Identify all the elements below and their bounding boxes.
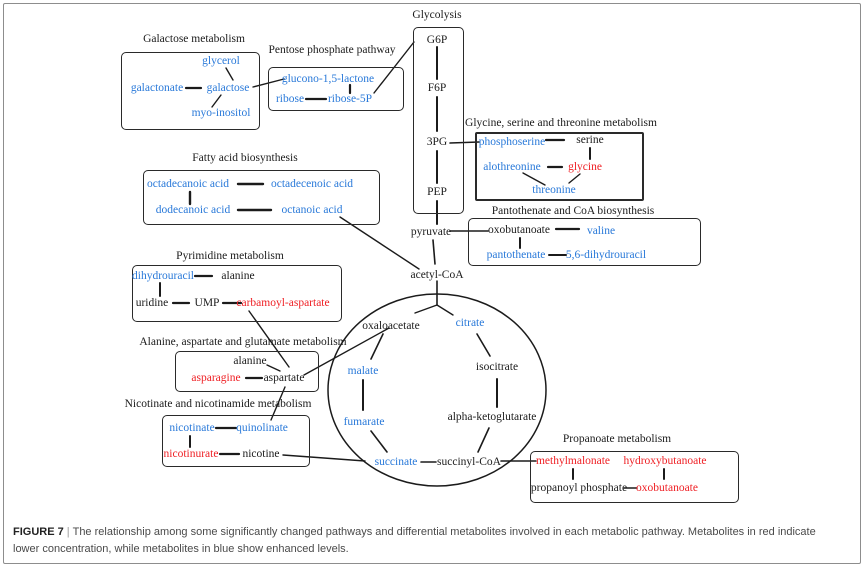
metabolite-g6p: G6P (426, 34, 448, 46)
metabolite-propanoyl-phosphate: propanoyl phosphate (530, 482, 628, 494)
metabolite-3pg: 3PG (426, 136, 448, 148)
pathway-title-pyrimidine: Pyrimidine metabolism (176, 250, 284, 262)
metabolite-oxobutanoate-pantothenate: oxobutanoate (488, 224, 550, 236)
caption-text: The relationship among some significantly changed pathways and differential metabolites involved in each metabolic pathway. Metabolites in red indicate lower concentration, while metabolites in blue show enhanced levels. (13, 526, 816, 556)
metabolite-glycerol: glycerol (202, 55, 240, 67)
metabolite-valine: valine (586, 225, 616, 237)
metabolite-phosphoserine: phosphoserine (478, 136, 546, 148)
metabolite-asparagine: asparagine (191, 372, 241, 384)
metabolite-threonine: threonine (532, 184, 576, 196)
metabolite-isocitrate: isocitrate (475, 361, 519, 373)
pathway-title-glycolysis: Glycolysis (412, 9, 462, 21)
metabolite-succinate: succinate (374, 456, 418, 468)
metabolite-citrate: citrate (455, 317, 485, 329)
metabolite-octadecanoic-acid: octadecanoic acid (146, 178, 230, 190)
metabolite-galactose: galactose (206, 82, 250, 94)
metabolite-glycine: glycine (568, 161, 602, 173)
metabolite-hydroxybutanoate: hydroxybutanoate (623, 455, 707, 467)
metabolite-alpha-ketoglutarate: alpha-ketoglutarate (447, 411, 537, 423)
metabolite-glucono-1-5-lactone: glucono-1,5-lactone (281, 73, 375, 85)
metabolite-pantothenate: pantothenate (486, 249, 546, 261)
metabolite-5-6-dihydrouracil: 5,6-dihydrouracil (565, 249, 647, 261)
metabolite-galactonate: galactonate (130, 82, 184, 94)
metabolite-ribose-5p: ribose-5P (327, 93, 373, 105)
metabolite-octadecenoic-acid: octadecenoic acid (270, 178, 354, 190)
metabolite-oxaloacetate: oxaloacetate (362, 320, 420, 332)
pathway-title-fatty-acid: Fatty acid biosynthesis (192, 152, 298, 164)
metabolite-carbamoyl-aspartate: carbamoyl-aspartate (236, 297, 330, 309)
pathway-title-propanoate: Propanoate metabolism (562, 433, 672, 445)
metabolite-oxobutanoate-propanoate: oxobutanoate (636, 482, 698, 494)
caption-label: FIGURE 7 (13, 526, 64, 538)
metabolite-succinyl-coa: succinyl-CoA (437, 456, 501, 468)
caption-separator: | (66, 526, 70, 538)
figure-caption (13, 524, 845, 558)
metabolite-alothreonine: alothreonine (483, 161, 541, 173)
metabolite-ribose: ribose (275, 93, 305, 105)
metabolite-dodecanoic-acid: dodecanoic acid (155, 204, 231, 216)
pathway-title-pentose-phosphate: Pentose phosphate pathway (268, 44, 396, 56)
metabolite-dihydrouracil: dihydrouracil (132, 270, 194, 282)
metabolite-alanine: alanine (233, 355, 267, 367)
metabolite-methylmalonate: methylmalonate (535, 455, 611, 467)
metabolite-f6p: F6P (427, 82, 447, 94)
metabolite-fumarate: fumarate (343, 416, 385, 428)
pathway-title-glycine-serine-threonine: Glycine, serine and threonine metabolism (465, 117, 657, 129)
metabolite-nicotine: nicotine (242, 448, 280, 460)
pathway-title-galactose: Galactose metabolism (143, 33, 245, 45)
metabolite-nicotinurate: nicotinurate (163, 448, 219, 460)
metabolite-quinolinate: quinolinate (236, 422, 288, 434)
metabolite-acetyl-coa: acetyl-CoA (410, 269, 464, 281)
metabolite-serine: serine (576, 134, 604, 146)
metabolite-pep: PEP (427, 186, 447, 198)
pathway-title-alanine-aspartate-glutamate: Alanine, aspartate and glutamate metabolism (139, 336, 347, 348)
metabolite-aspartate: aspartate (263, 372, 305, 384)
metabolite-pyruvate: pyruvate (410, 226, 452, 238)
metabolite-ump: UMP (194, 297, 220, 309)
metabolite-malate: malate (347, 365, 379, 377)
metabolite-octanoic-acid: octanoic acid (281, 204, 343, 216)
metabolite-nicotinate: nicotinate (169, 422, 215, 434)
metabolite-uridine: uridine (135, 297, 169, 309)
metabolite-alanine-pyrimidine: alanine (221, 270, 255, 282)
metabolite-myo-inositol: myo-inositol (191, 107, 251, 119)
pathway-title-pantothenate-coa: Pantothenate and CoA biosynthesis (491, 205, 655, 217)
pathway-title-nicotinate-nicotinamide: Nicotinate and nicotinamide metabolism (124, 398, 312, 410)
